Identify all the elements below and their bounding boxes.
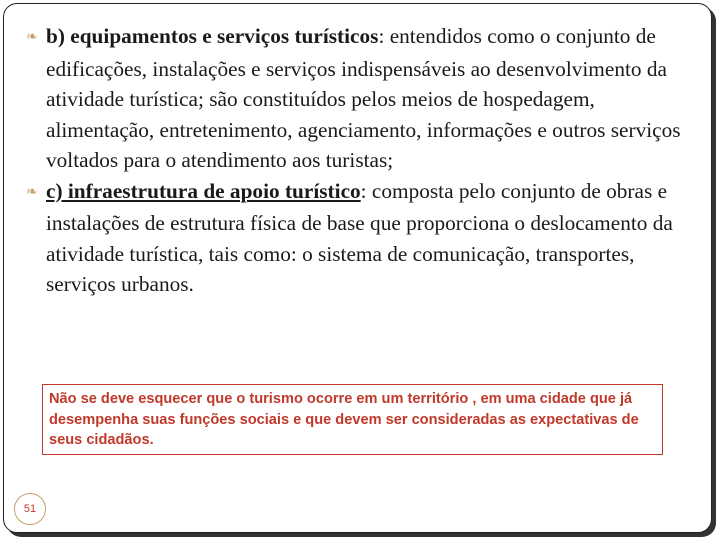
item-text: : composta pelo conjunto de obras e instalações de estrutura física de base que proporciona o deslocamento da atividade turística, tais como: o sistema de comunicação, transportes, serviços urbanos. [46,178,673,296]
item-text: : entendidos como o conjunto de edificações, instalações e serviços indispensáveis ao desenvolvimento da atividade turística; são constituídos pelos meios de hospedagem, alimentação, entretenimento, agenciamento, informações e outros serviços voltados para o atendimento aos turistas; [46,24,681,172]
slide-content [26,21,698,300]
ornament-bullet-icon: ❧ [26,184,38,200]
notice-box: Não se deve esquecer que o turismo ocorre em um território , em uma cidade que já desempenha suas funções sociais e que devem ser consideradas as expectativas de seus cidadãos. [42,384,663,455]
list-item-infraestrutura [26,176,698,300]
item-lead: b) equipamentos e serviços turísticos [46,24,379,48]
page-number-badge: 51 [14,493,46,525]
item-lead: c) infraestrutura de apoio turístico [46,178,361,203]
ornament-bullet-icon: ❧ [26,30,38,45]
list-item-equipamentos [26,21,698,176]
